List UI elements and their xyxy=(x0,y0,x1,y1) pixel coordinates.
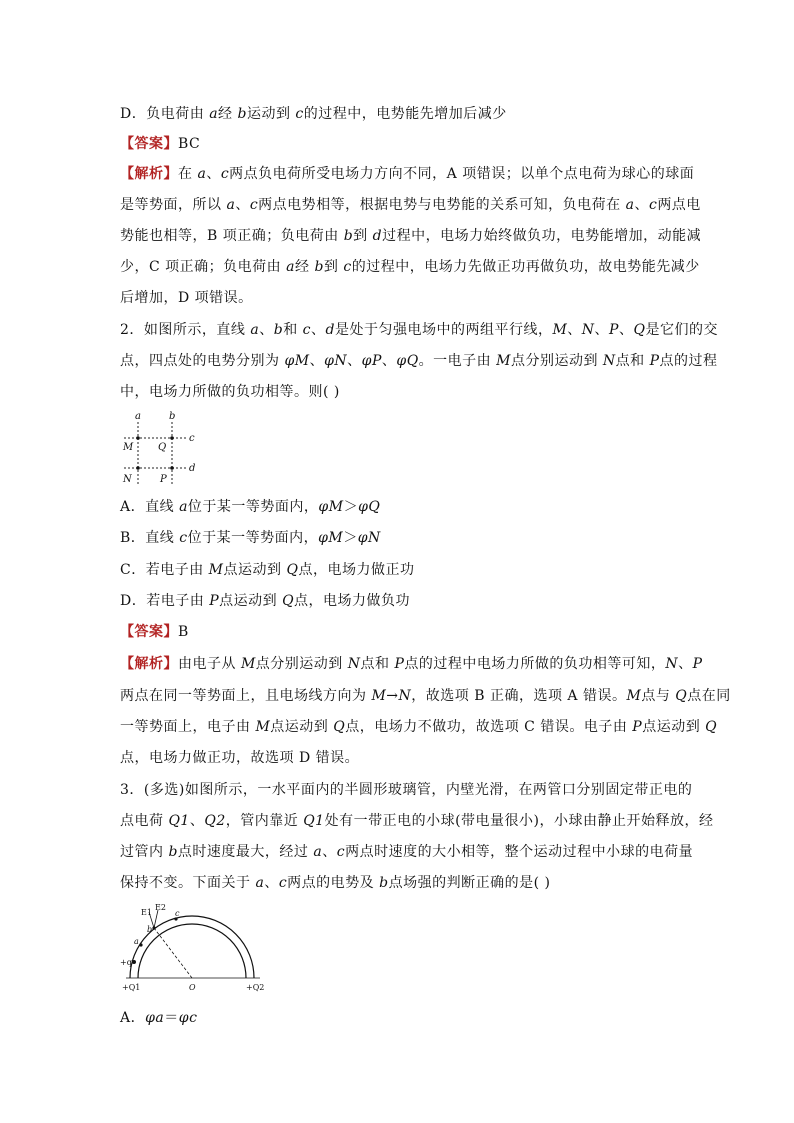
label-n: N xyxy=(123,474,132,485)
label-p: P xyxy=(160,474,167,485)
label-q2: +Q2 xyxy=(246,983,265,992)
q3-stem-line: 过管内 b点时速度最大，经过 a、c两点时速度的大小相等，整个运动过程中小球的电荷量 xyxy=(120,844,694,860)
q1-answer: 【答案】BC xyxy=(120,136,201,152)
q3-stem-line: 点电荷 Q1、Q2，管内靠近 Q1处有一带正电的小球(带电量很小)，小球由静止开始释放，经 xyxy=(120,813,714,829)
q3-figure xyxy=(114,902,274,998)
label-m: M xyxy=(123,442,134,453)
q2-figure xyxy=(114,408,210,488)
q2-option-c: C．若电子由 M点运动到 Q点，电场力做正功 xyxy=(120,562,415,578)
label-a: a xyxy=(135,411,141,422)
point-b xyxy=(152,926,155,929)
q2-stem-line: 2．如图所示，直线 a、b和 c、d是处于匀强电场中的两组平行线，M、N、P、Q是它们的交 xyxy=(120,322,718,338)
q1-option-d: D．负电荷由 a经 b运动到 c的过程中，电势能先增加后减少 xyxy=(120,106,507,122)
q2-stem-line: 点，四点处的电势分别为 φM、φN、φP、φQ。一电子由 M点分别运动到 N点和 P点的过程 xyxy=(120,353,718,369)
q2-option-b: B．直线 c位于某一等势面内，φM＞φN xyxy=(120,530,381,546)
q1-analysis-line: 【解析】在 a、c两点负电荷所受电场力方向不同，A 项错误；以单个点电荷为球心的球面 xyxy=(120,166,695,182)
q3-stem-line: 保持不变。下面关于 a、c两点的电势及 b点场强的判断正确的是( ) xyxy=(120,875,551,891)
label-q1: +Q1 xyxy=(122,983,141,992)
tube-inner-wall xyxy=(138,924,246,978)
label-b: b xyxy=(147,925,153,934)
q1-analysis-line: 后增加，D 项错误。 xyxy=(120,290,253,306)
q3-semicircle-tube-diagram xyxy=(114,902,274,998)
point-p xyxy=(170,466,174,470)
label-q: Q xyxy=(158,442,167,453)
label-c: c xyxy=(175,909,180,918)
e2-vector xyxy=(154,910,158,928)
q3-option-a: A．φa＝φc xyxy=(120,1010,198,1026)
radius-dashed-line xyxy=(154,928,192,978)
point-m xyxy=(136,436,140,440)
q2-option-d: D．若电子由 P点运动到 Q点，电场力做负功 xyxy=(120,593,411,609)
label-d: d xyxy=(189,463,196,474)
label-b: b xyxy=(169,411,176,422)
label-plus-q: +q xyxy=(120,958,132,967)
label-o: O xyxy=(189,983,196,992)
point-a xyxy=(139,943,142,946)
point-n xyxy=(136,466,140,470)
q2-analysis-line: 一等势面上，电子由 M点运动到 Q点，电场力不做功，故选项 C 错误。电子由 P点运动到 Q xyxy=(120,719,718,735)
label-a: a xyxy=(134,937,139,946)
label-e2: E2 xyxy=(155,903,166,912)
label-e1: E1 xyxy=(141,908,152,917)
q2-option-a: A．直线 a位于某一等势面内，φM＞φQ xyxy=(120,499,381,515)
q1-analysis-line: 势能也相等，B 项正确；负电荷由 b到 d过程中，电场力始终做负功，电势能增加，动能减 xyxy=(120,228,702,244)
q2-answer: 【答案】B xyxy=(120,624,189,640)
q2-grid-diagram xyxy=(114,408,210,488)
q2-analysis-line: 两点在同一等势面上，且电场线方向为 M→N，故选项 B 正确，选项 A 错误。M点与 Q点在同 xyxy=(120,688,731,704)
q2-analysis-line: 点，电场力做正功，故选项 D 错误。 xyxy=(120,750,360,766)
q2-analysis-line: 【解析】由电子从 M点分别运动到 N点和 P点的过程中电场力所做的负功相等可知，N、P xyxy=(120,656,703,672)
label-c: c xyxy=(189,433,195,444)
q1-analysis-line: 是等势面，所以 a、c两点电势相等，根据电势与电势能的关系可知，负电荷在 a、c两点电 xyxy=(120,197,701,213)
q2-stem-line: 中，电场力所做的负功相等。则( ) xyxy=(120,384,340,400)
charge-q-ball xyxy=(132,960,136,964)
q1-analysis-line: 少，C 项正确；负电荷由 a经 b到 c的过程中，电场力先做正功再做负功，故电势能先减少 xyxy=(120,259,700,275)
point-q xyxy=(170,436,174,440)
q3-stem-line: 3．(多选)如图所示，一水平面内的半圆形玻璃管，内壁光滑，在两管口分别固定带正电的 xyxy=(120,782,693,798)
